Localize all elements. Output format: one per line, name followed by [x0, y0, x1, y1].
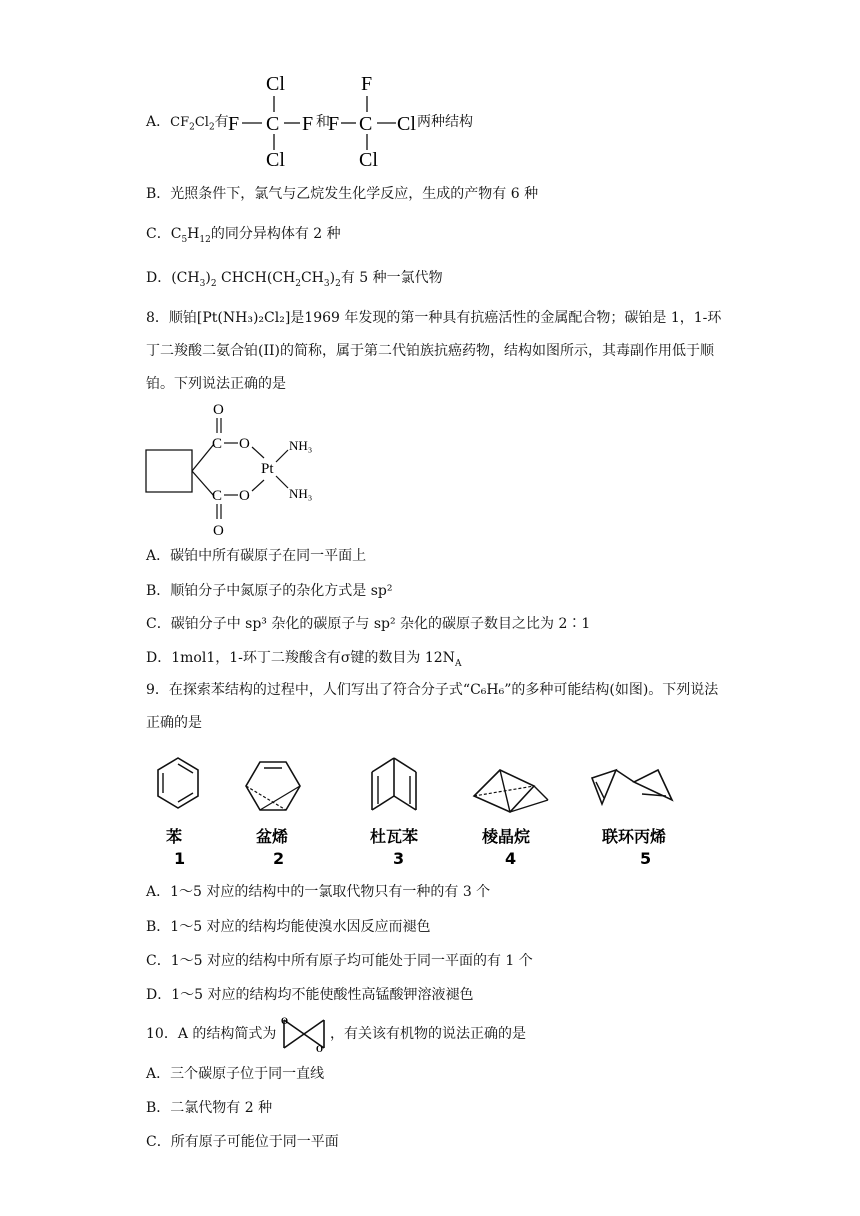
- structure-name-3: 杜瓦苯: [370, 827, 419, 846]
- q10-o-1: O: [281, 1016, 289, 1026]
- structure-name-1: 苯: [166, 827, 183, 846]
- q9-stem: 9．在探索苯结构的过程中，人们写出了符合分子式“C₆H₆”的多种可能结构(如图)。下列说法正确的是: [146, 682, 719, 731]
- q8-c-2: C: [212, 488, 223, 504]
- q7-s2-left: F: [328, 113, 340, 135]
- q7-a-and: 和: [316, 114, 330, 130]
- q7-s1-top: Cl: [266, 73, 285, 95]
- q8-c-1: C: [212, 436, 223, 452]
- q8-option-b: B．顺铂分子中氮原子的杂化方式是 sp²: [146, 583, 393, 599]
- q9-option-a: A．1～5 对应的结构中的一氯取代物只有一种的有 3 个: [146, 884, 491, 900]
- q8-o-1: O: [239, 436, 250, 452]
- q9-option-d: D．1～5 对应的结构均不能使酸性高锰酸钾溶液褪色: [146, 987, 474, 1003]
- q7-s2-top: F: [361, 73, 373, 95]
- q7-s1-right: F: [302, 113, 314, 135]
- structure-num-5: 5: [640, 849, 652, 868]
- q7-option-d: D．$(CH_3)_2$ $CHCH(CH_2CH_3)_2$有 5 种一氯代物: [146, 270, 443, 289]
- q8-option-c: C．碳铂分子中 sp³ 杂化的碳原子与 sp² 杂化的碳原子数目之比为 2∶1: [146, 616, 591, 632]
- q7-s2-bottom: Cl: [359, 149, 378, 170]
- structure-name-2: 盆烯: [256, 827, 289, 846]
- q8-o-top: O: [213, 402, 224, 418]
- q7-a-has: 有: [214, 114, 229, 130]
- q9-option-b: B．1～5 对应的结构均能使溴水因反应而褪色: [146, 919, 431, 935]
- q8-carboplatin-structure: [140, 400, 340, 540]
- q7-option-a: [146, 112, 229, 138]
- structure-num-2: 2: [273, 849, 285, 868]
- bicyclopropenyl-structure: [592, 770, 672, 804]
- q10-structure: [280, 1014, 328, 1054]
- q8-option-a: A．碳铂中所有碳原子在同一平面上: [146, 548, 367, 564]
- q7-s1-left: F: [228, 113, 240, 135]
- q7-a-formula: $CF_2Cl_2$: [170, 115, 215, 133]
- q10-stem: 10．A 的结构简式为: [146, 1026, 277, 1042]
- q7-s2-right: Cl: [397, 113, 416, 135]
- q7-a-prefix: A．: [146, 114, 171, 130]
- structure-name-5: 联环丙烯: [602, 827, 667, 846]
- q10-option-c: C．所有原子可能位于同一平面: [146, 1134, 339, 1150]
- q8-nh3-2: NH₃: [289, 486, 313, 501]
- benzene-structure: [158, 758, 198, 808]
- q7-s1-center: C: [266, 113, 280, 135]
- q8-pt: Pt: [261, 461, 274, 477]
- q8-stem: 8．顺铂[Pt(NH₃)₂Cl₂]是1969 年发现的第一种具有抗癌活性的金属配合物；碳铂是 1，1-环丁二羧酸二氨合铂(II)的简称，属于第二代铂族抗癌药物，结构如图所示，其毒副作用低于顺铂。下列说法正确的是: [146, 310, 722, 392]
- q9-structures-figure: [140, 752, 700, 872]
- q7-s2-center: C: [359, 113, 373, 135]
- benzvalene-structure: [246, 762, 300, 810]
- q10-stem-post: ，有关该有机物的说法正确的是: [330, 1026, 526, 1042]
- structure-name-4: 棱晶烷: [482, 827, 531, 846]
- q7-structure-1: [226, 70, 326, 170]
- q10-option-a: A．三个碳原子位于同一直线: [146, 1066, 325, 1082]
- q10-o-2: O: [316, 1044, 324, 1054]
- q8-o-2: O: [239, 488, 250, 504]
- q8-option-d: D．1mol1，1-环丁二羧酸含有σ键的数目为 $12N_A$: [146, 650, 462, 669]
- q10-option-b: B．二氯代物有 2 种: [146, 1100, 273, 1116]
- q7-structure-2: [328, 70, 428, 170]
- q7-a-suffix: 两种结构: [417, 114, 473, 130]
- q8-o-bottom: O: [213, 523, 224, 539]
- q7-option-b: B．光照条件下，氯气与乙烷发生化学反应，生成的产物有 6 种: [146, 186, 539, 202]
- structure-num-3: 3: [393, 849, 405, 868]
- dewar-benzene-structure: [372, 758, 416, 810]
- q7-option-c: C．$C_5H_{12}$的同分异构体有 2 种: [146, 226, 341, 245]
- q9-option-c: C．1～5 对应的结构中所有原子均可能处于同一平面的有 1 个: [146, 953, 533, 969]
- structure-num-1: 1: [174, 849, 186, 868]
- q8-nh3-1: NH₃: [289, 438, 313, 453]
- q7-s1-bottom: Cl: [266, 149, 285, 170]
- prismane-structure: [474, 770, 548, 812]
- structure-num-4: 4: [505, 849, 517, 868]
